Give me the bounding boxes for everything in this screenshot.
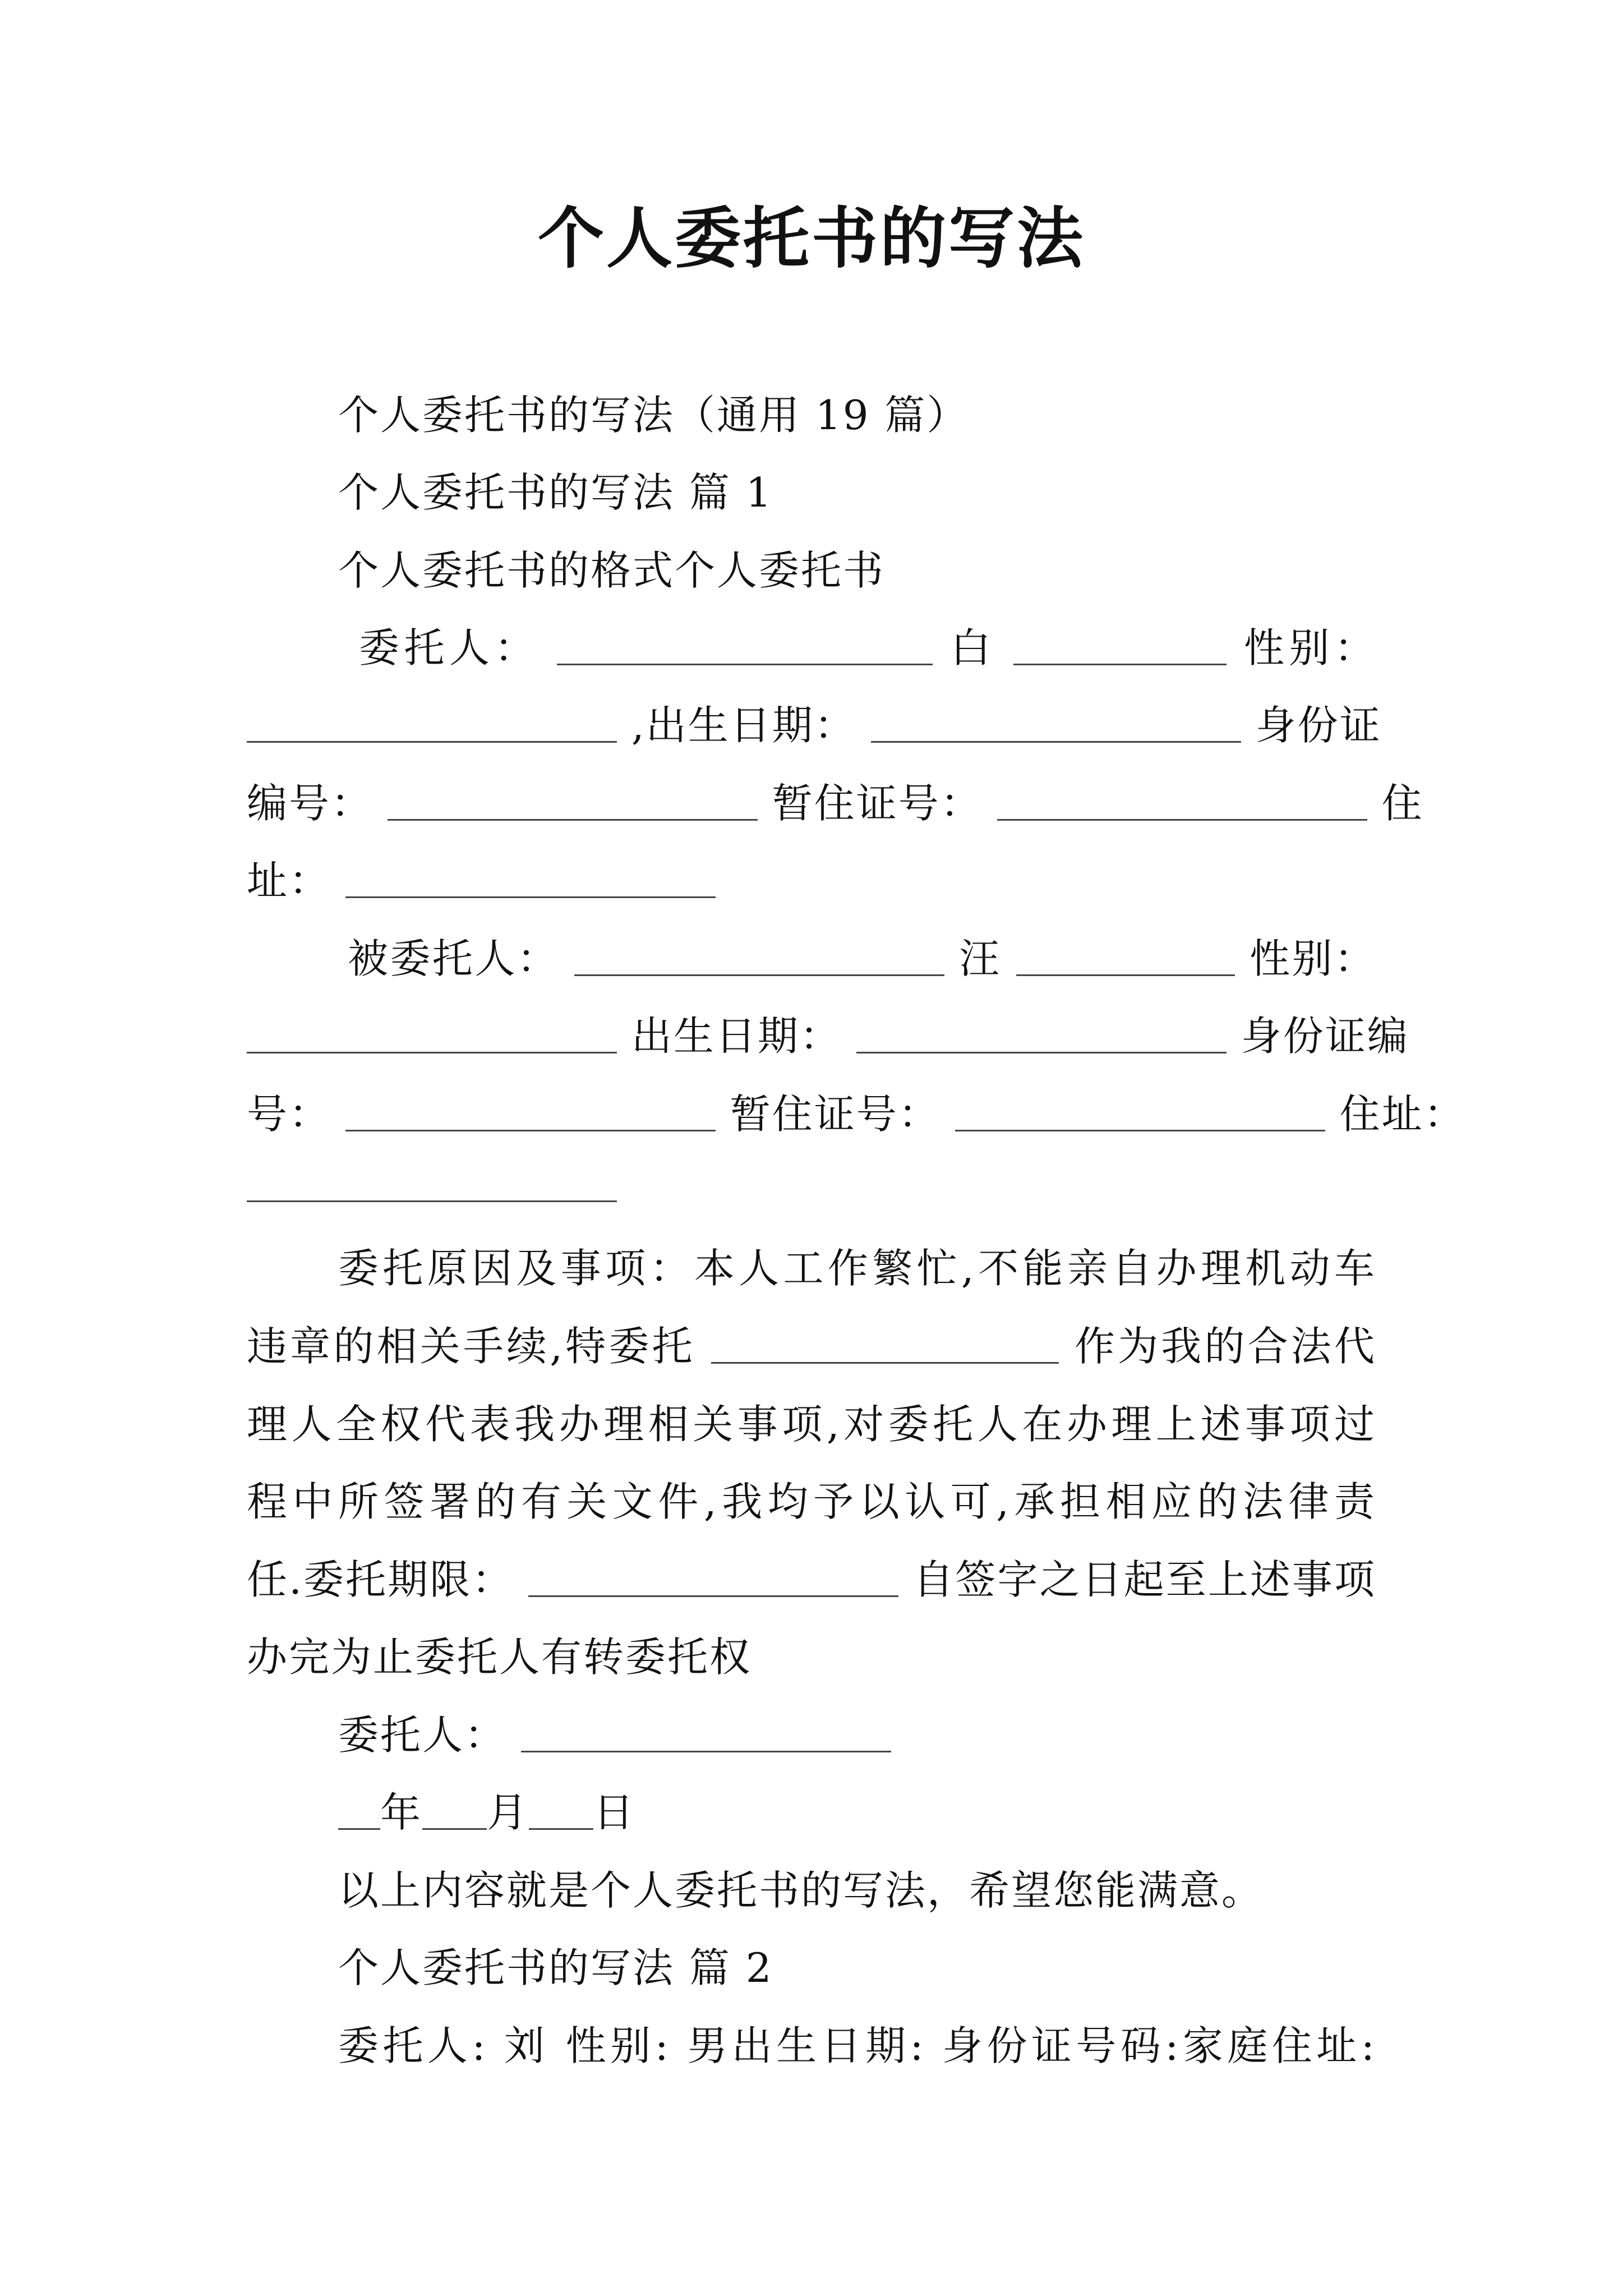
- paragraph-heading: 个人委托书的格式个人委托书: [338, 547, 886, 594]
- address-label-rest: 址：: [247, 857, 331, 904]
- date-line: [338, 1787, 635, 1838]
- principal-name-blank-2[interactable]: [1013, 632, 1227, 665]
- temp-permit-label: 暂住证号：: [772, 780, 983, 827]
- agent-line-2: [247, 1011, 1409, 1061]
- agent-name-blank[interactable]: [574, 942, 944, 976]
- year-blank[interactable]: [338, 1796, 380, 1830]
- id-number-blank[interactable]: [388, 787, 758, 821]
- month-blank[interactable]: [422, 1796, 487, 1830]
- principal-line-1: [359, 623, 1376, 673]
- gender-label: 性别：: [1244, 624, 1377, 671]
- signature-line: [338, 1710, 891, 1760]
- subtitle-line: 个人委托书的写法（通用 19 篇）: [338, 392, 969, 439]
- agent-address-label: 住址：: [1339, 1091, 1466, 1138]
- address-blank[interactable]: [345, 864, 716, 898]
- agent-surname: 汪: [958, 935, 1002, 982]
- reason-line-1: 委托原因及事项：本人工作繁忙,不能亲自办理机动车: [338, 1245, 1376, 1292]
- principal-line-4: [247, 855, 716, 906]
- agent-name-blank-2[interactable]: [1016, 942, 1235, 976]
- day-label: 日: [593, 1789, 636, 1836]
- agent-id-blank[interactable]: [345, 1098, 716, 1131]
- reason-text-a: 违章的相关手续,特委托: [247, 1323, 695, 1370]
- temp-permit-blank[interactable]: [997, 787, 1367, 821]
- reason-text-b: 作为我的合法代: [1074, 1323, 1376, 1370]
- agent-birthdate-blank[interactable]: [856, 1020, 1227, 1053]
- birthdate-label: ,出生日期：: [631, 702, 856, 749]
- signature-label: 委托人：: [338, 1711, 507, 1759]
- day-blank[interactable]: [529, 1796, 593, 1830]
- closing-line: 以上内容就是个人委托书的写法，希望您能满意。: [338, 1867, 1264, 1914]
- signature-blank[interactable]: [521, 1719, 891, 1752]
- agent-line-1: [348, 933, 1376, 984]
- principal-surname: 白: [950, 624, 996, 671]
- reason-line-2: [247, 1321, 1376, 1372]
- principal-name-blank[interactable]: [557, 632, 933, 665]
- reason-line-5: [247, 1554, 1376, 1605]
- agent-gender-label: 性别：: [1249, 935, 1376, 982]
- principal-label: 委托人：: [359, 624, 540, 671]
- agent-line-3: [247, 1089, 1466, 1139]
- section-2-first-line: 委托人: 刘 性别: 男出生日期: 身份证号码:家庭住址:: [338, 2022, 1376, 2069]
- birthdate-blank[interactable]: [871, 709, 1241, 743]
- document-title: 个人委托书的写法: [537, 199, 1085, 277]
- reason-line-3: 理人全权代表我办理相关事项,对委托人在办理上述事项过: [247, 1401, 1376, 1448]
- term-blank[interactable]: [528, 1563, 898, 1597]
- agent-label: 被委托人：: [348, 935, 560, 982]
- term-text: 自签字之日起至上述事项: [913, 1556, 1377, 1603]
- term-label: 任.委托期限：: [247, 1556, 514, 1603]
- agent-id-label-part: 身份证编: [1241, 1013, 1409, 1060]
- reason-line-4: 程中所签署的有关文件,我均予以认可,承担相应的法律责: [247, 1478, 1376, 1525]
- address-label-part: 住: [1381, 780, 1424, 827]
- id-label-part: 身份证: [1255, 702, 1382, 749]
- agent-id-label-rest: 号：: [247, 1091, 331, 1138]
- id-number-label: 编号：: [247, 780, 374, 827]
- agent-address-blank[interactable]: [247, 1200, 617, 1202]
- reason-line-6: 办完为止委托人有转委托权: [247, 1634, 752, 1681]
- gender-blank[interactable]: [247, 709, 617, 743]
- trustee-blank[interactable]: [711, 1330, 1059, 1364]
- principal-line-3: [247, 778, 1424, 829]
- principal-line-2: [247, 700, 1382, 751]
- agent-birthdate-label: 出生日期：: [631, 1013, 842, 1060]
- agent-temp-permit-label: 暂住证号：: [730, 1091, 940, 1138]
- section-heading-1: 个人委托书的写法 篇 1: [338, 469, 773, 516]
- section-heading-2: 个人委托书的写法 篇 2: [338, 1944, 773, 1991]
- agent-gender-blank[interactable]: [247, 1020, 617, 1053]
- agent-temp-permit-blank[interactable]: [955, 1098, 1325, 1131]
- month-label: 月: [487, 1789, 529, 1836]
- year-label: 年: [380, 1789, 423, 1836]
